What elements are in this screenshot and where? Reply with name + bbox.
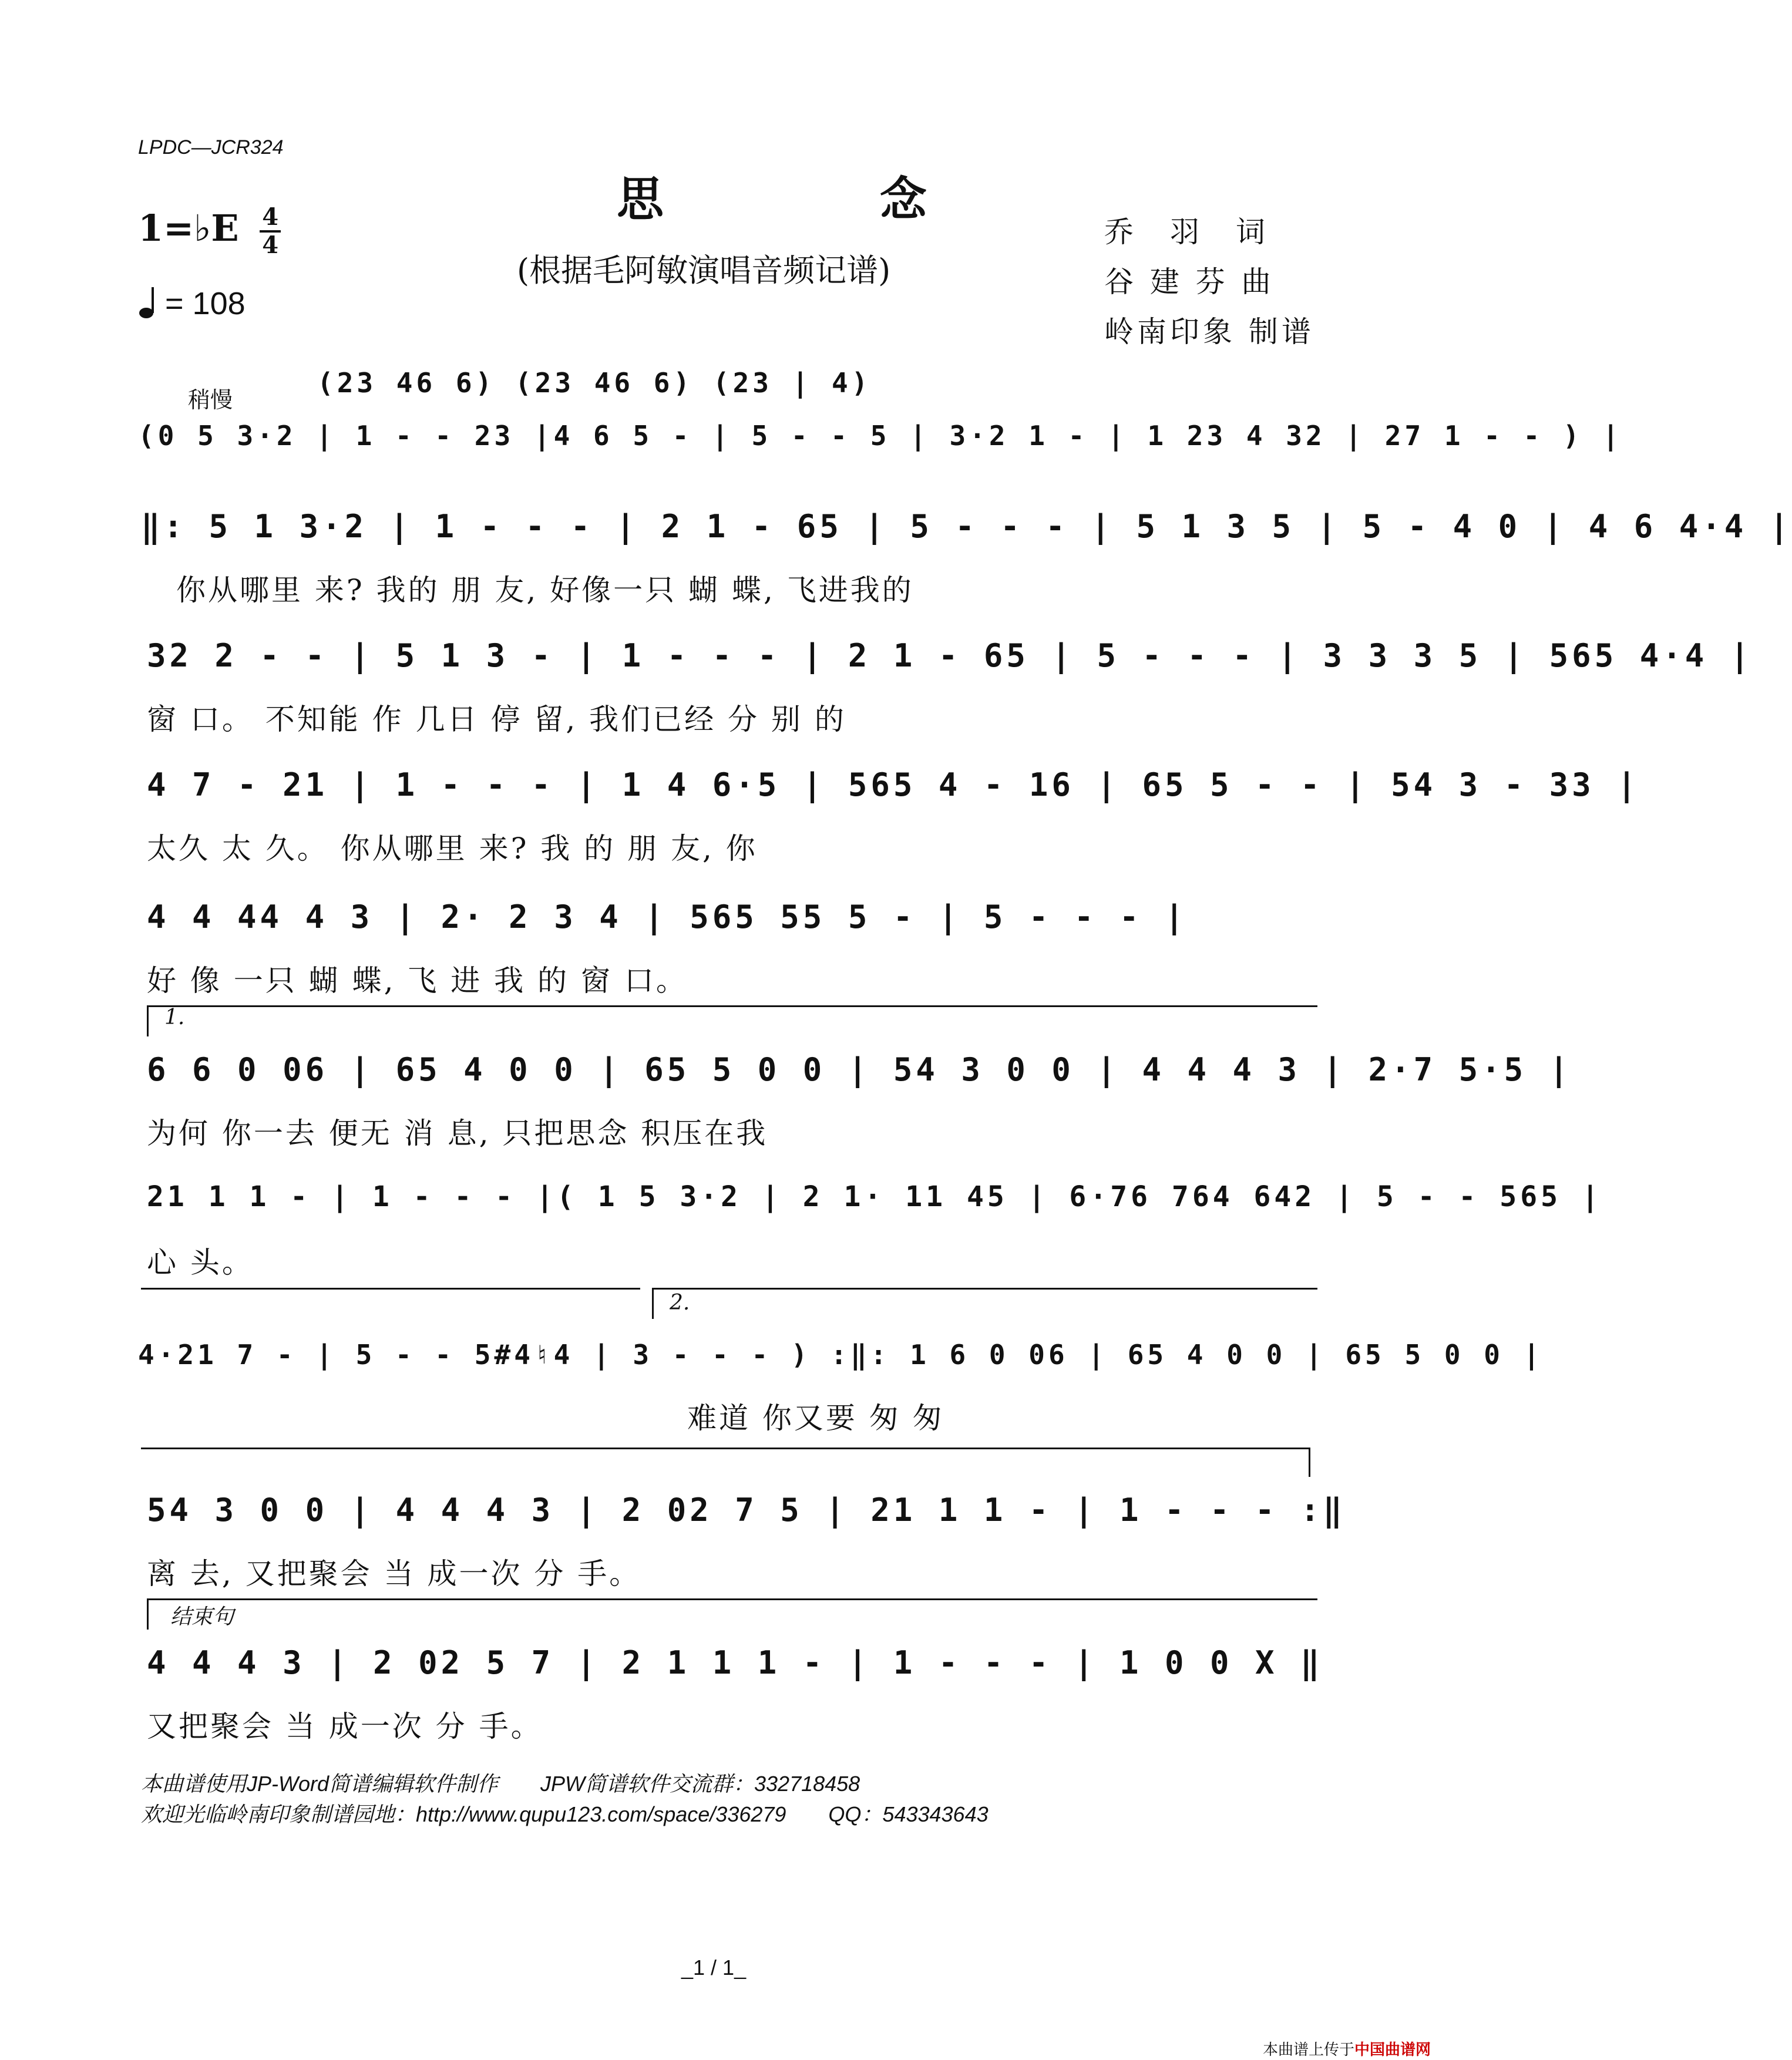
score-line: (0 5 3·2 | 1 - - 23 |4 6 5 - | 5 - - 5 | 3·2 1 - | 1 23 4 32 | 27 1 - - ) |: [138, 420, 1623, 452]
volta-bracket: [141, 1288, 640, 1290]
tempo-marking: [138, 285, 246, 322]
site-watermark: [1263, 2038, 1431, 2059]
volta-label: 2.: [670, 1291, 690, 1315]
score-line: ‖: 5 1 3·2 | 1 - - - | 2 1 - 65 | 5 - - - | 5 1 3 5 | 5 - 4 0 | 4 6 4·4 |: [141, 508, 1792, 545]
lyric-line: 心 头。: [147, 1246, 254, 1280]
lyric-line: 你从哪里 来? 我的 朋 友, 好像一只 蝴 蝶, 飞进我的: [176, 573, 914, 607]
key-label: 1=♭E: [138, 207, 239, 250]
page-title: 思 念: [617, 171, 1027, 227]
key-signature: [138, 203, 281, 259]
score-line: 54 3 0 0 | 4 4 4 3 | 2 02 7 5 | 21 1 1 - | 1 - - - :‖: [147, 1492, 1346, 1529]
lyric-line: 太久 太 久。 你从哪里 来? 我 的 朋 友, 你: [147, 832, 758, 866]
page-number: _1 / 1_: [681, 1955, 747, 1980]
lyric-line: 离 去, 又把聚会 当 成一次 分 手。: [147, 1557, 641, 1591]
time-top: 4: [262, 203, 279, 231]
alt-notes-row: (23 46 6) (23 46 6) (23 | 4): [317, 367, 872, 399]
score-line: 21 1 1 - | 1 - - - |( 1 5 3·2 | 2 1· 11 45 | 6·76 764 642 | 5 - - 565 |: [147, 1180, 1602, 1213]
lyricist-credit: 乔 羽 词: [1104, 215, 1269, 249]
lyric-line: 窗 口。 不知能 作 几日 停 留, 我们已经 分 别 的: [147, 702, 846, 736]
lyric-line: 好 像 一只 蝴 蝶, 飞 进 我 的 窗 口。: [147, 964, 688, 998]
ending-bracket: [147, 1598, 1317, 1630]
score-code: LPDC—JCR324: [138, 136, 284, 159]
lyric-line: 为何 你一去 便无 消 息, 只把思念 积压在我: [147, 1116, 768, 1150]
tempo-value: = 108: [165, 286, 246, 321]
watermark-prefix: 本曲谱上传于: [1263, 2041, 1355, 2059]
ending-label: 结束句: [170, 1605, 234, 1629]
tempo-hint: 稍慢: [188, 387, 233, 413]
footer-line-1: 本曲谱使用JP-Word简谱编辑软件制作 JPW简谱软件交流群：332718458: [141, 1772, 860, 1796]
lyric-line: 难道 你又要 匆 匆: [687, 1401, 944, 1435]
time-bottom: 4: [262, 231, 279, 259]
quarter-note-icon: [138, 285, 162, 320]
score-line: 32 2 - - | 5 1 3 - | 1 - - - | 2 1 - 65 | 5 - - - | 3 3 3 5 | 565 4·4 |: [147, 637, 1753, 674]
score-line: 6 6 0 06 | 65 4 0 0 | 65 5 0 0 | 54 3 0 0 | 4 4 4 3 | 2·7 5·5 |: [147, 1051, 1572, 1088]
volta-bracket: [147, 1005, 1317, 1036]
score-line: 4·21 7 - | 5 - - 5#4♮4 | 3 - - - ) :‖: 1 6 0 06 | 65 4 0 0 | 65 5 0 0 |: [138, 1339, 1544, 1371]
volta-bracket: [652, 1288, 1317, 1319]
score-line: 4 4 4 3 | 2 02 5 7 | 2 1 1 1 - | 1 - - - | 1 0 0 X ‖: [147, 1644, 1323, 1681]
score-line: 4 7 - 21 | 1 - - - | 1 4 6·5 | 565 4 - 16 | 65 5 - - | 54 3 - 33 |: [147, 766, 1640, 803]
arranger-credit: 岭南印象 制谱: [1104, 315, 1314, 349]
volta-bracket: [141, 1448, 1310, 1449]
time-signature: [260, 203, 281, 259]
composer-credit: 谷 建 芬 曲: [1104, 265, 1275, 299]
watermark-brand: 中国曲谱网: [1354, 2041, 1431, 2059]
volta-label: 1.: [164, 1005, 185, 1029]
lyric-line: 又把聚会 当 成一次 分 手。: [147, 1709, 543, 1743]
subtitle: (根据毛阿敏演唱音频记谱): [517, 252, 891, 289]
score-line: 4 4 44 4 3 | 2· 2 3 4 | 565 55 5 - | 5 - - - |: [147, 898, 1188, 935]
footer-line-2: 欢迎光临岭南印象制谱园地：http://www.qupu123.com/space/336279 QQ：543343643: [141, 1802, 989, 1826]
